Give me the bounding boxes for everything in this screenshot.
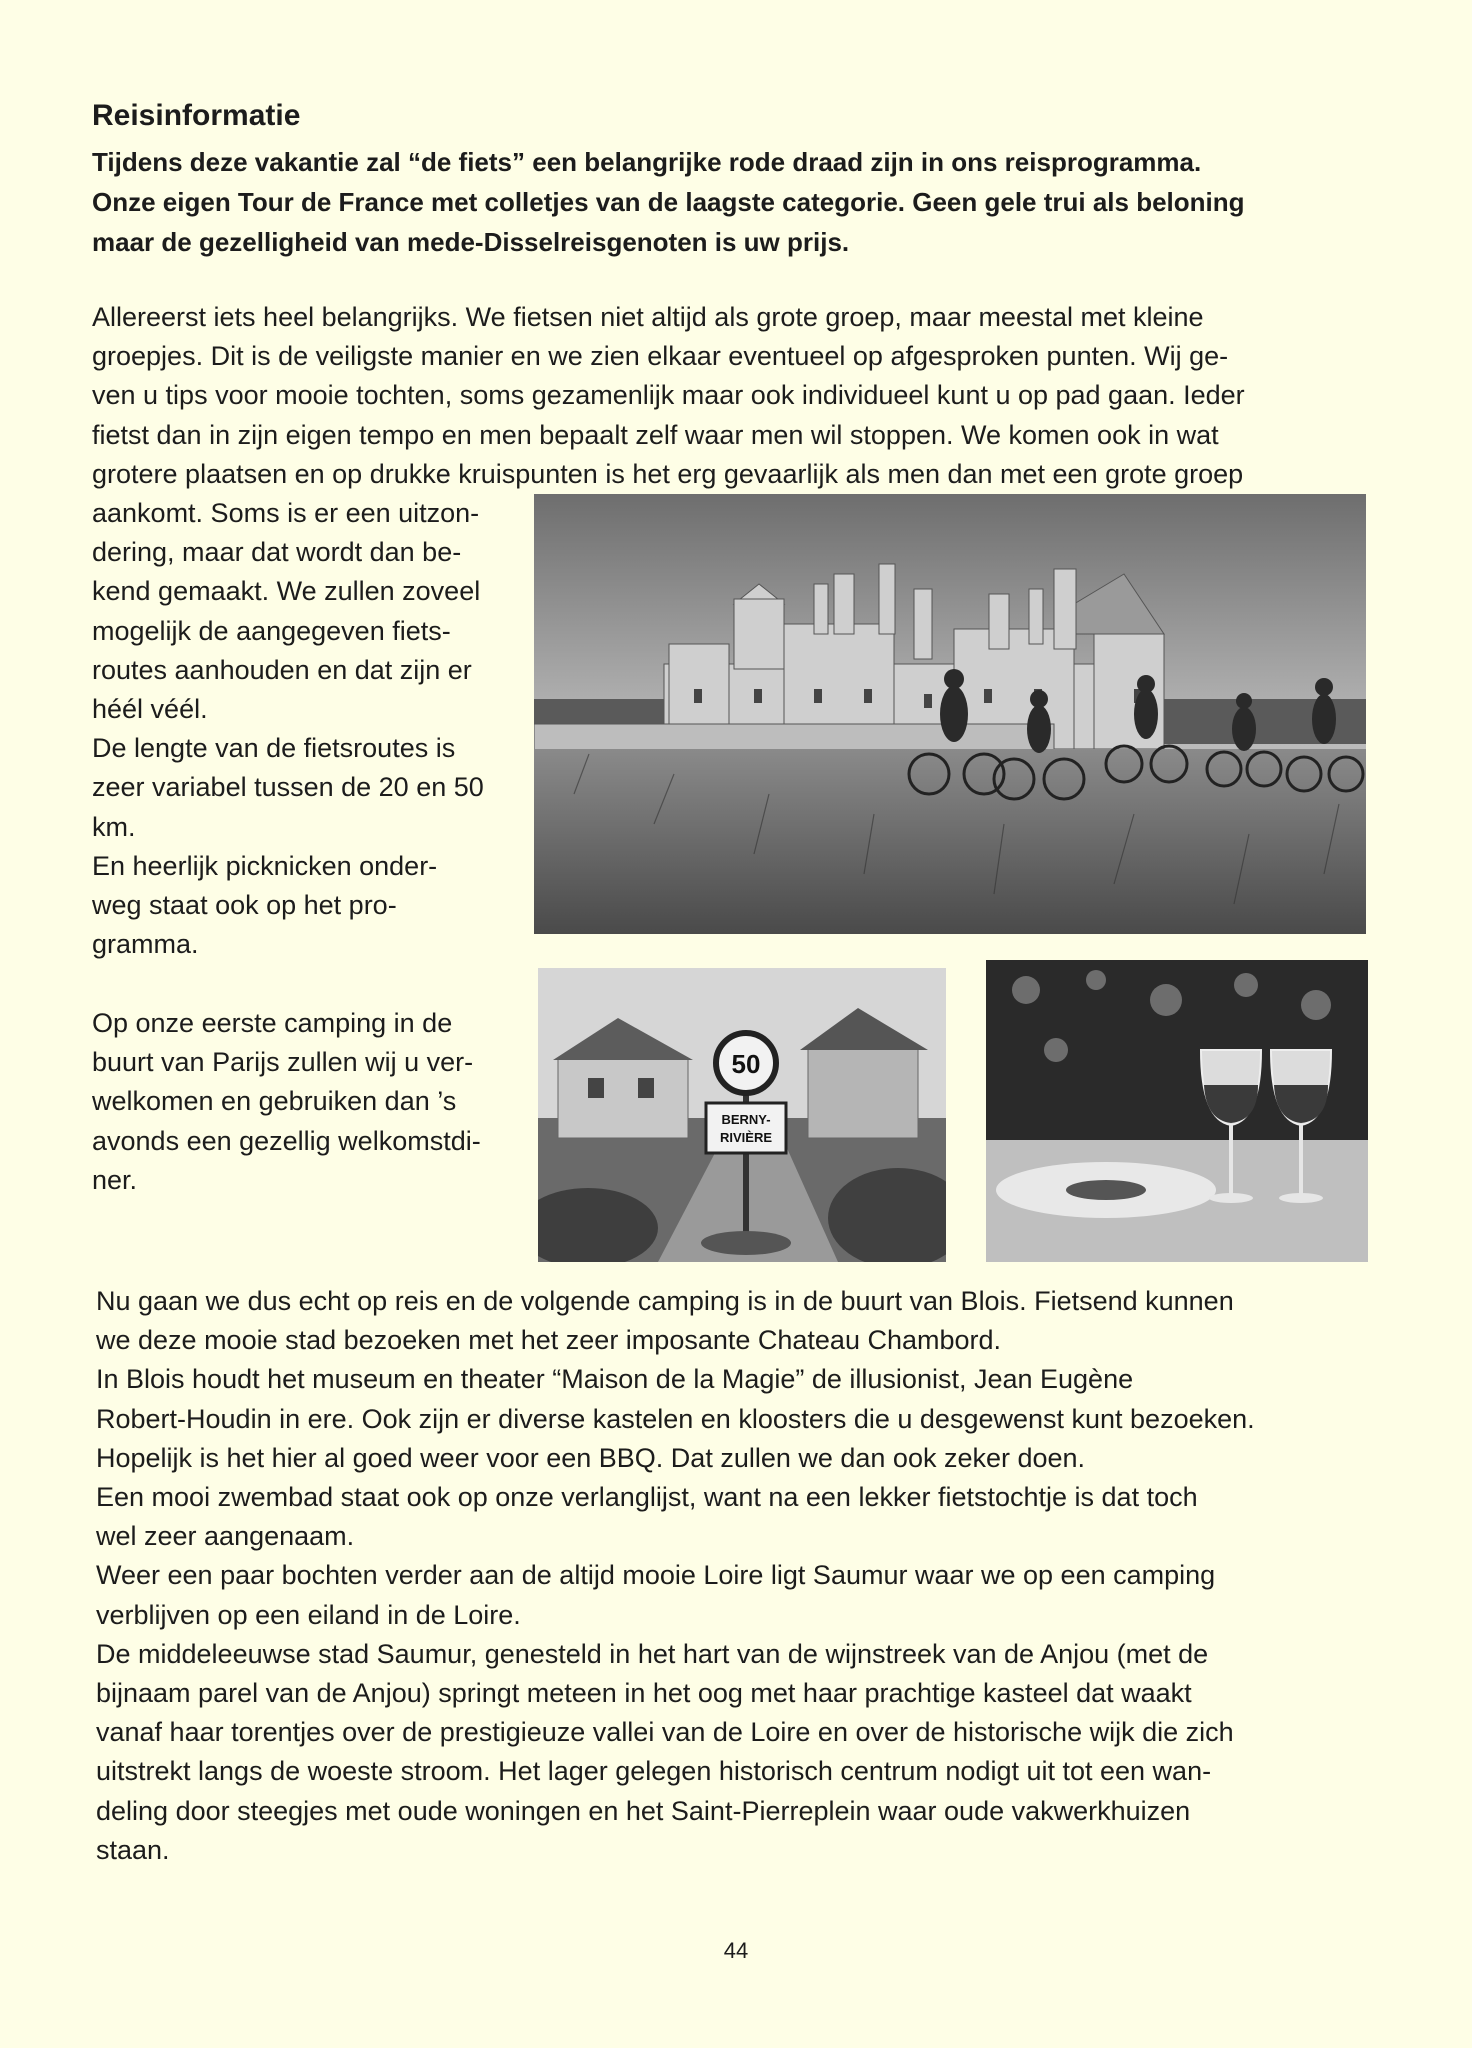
intro-paragraph <box>92 142 1392 262</box>
paragraph-first-camping <box>92 1004 532 1200</box>
paragraph-blois-saumur <box>96 1282 1396 1870</box>
photo-wine-dinner <box>986 960 1368 1262</box>
paragraph-cycling-full-width <box>92 298 1392 494</box>
text-line: weg staat ook op het pro- <box>92 890 397 921</box>
text-line: zeer variabel tussen de 20 en 50 <box>92 772 484 803</box>
intro-line: Tijdens deze vakantie zal “de fiets” een belangrijke rode draad zijn in ons reisprogramma. <box>92 147 1202 177</box>
text-line: De lengte van de fietsroutes is <box>92 733 456 764</box>
text-line: Nu gaan we dus echt op reis en de volgende camping is in de buurt van Blois. Fietsend kunnen <box>96 1286 1234 1316</box>
text-line: Op onze eerste camping in de <box>92 1008 453 1038</box>
intro-line: Onze eigen Tour de France met colletjes van de laagste categorie. Geen gele trui als beloning <box>92 187 1245 217</box>
text-line: routes aanhouden en dat zijn er <box>92 654 472 685</box>
text-line: bijnaam parel van de Anjou) springt meteen in het oog met haar prachtige kasteel dat waakt <box>96 1678 1192 1709</box>
text-line: staan. <box>96 1834 170 1865</box>
text-line: Allereerst iets heel belangrijks. We fietsen niet altijd als grote groep, maar meestal met kleine <box>92 302 1204 332</box>
text-line: Weer een paar bochten verder aan de altijd mooie Loire ligt Saumur waar we op een camping <box>96 1560 1216 1591</box>
text-line: uitstrekt langs de woeste stroom. Het lager gelegen historisch centrum nodigt uit tot een wan- <box>96 1756 1212 1787</box>
photo-village-sign <box>538 968 946 1262</box>
intro-line: maar de gezelligheid van mede-Disselreisgenoten is uw prijs. <box>92 227 850 257</box>
sign-town-line2: RIVIÈRE <box>719 1130 773 1145</box>
text-line: aankomt. Soms is er een uitzon- <box>92 498 480 528</box>
text-line: kend gemaakt. We zullen zoveel <box>92 576 481 607</box>
text-line: ven u tips voor mooie tochten, soms gezamenlijk maar ook individueel kunt u op pad gaan. Ieder <box>92 380 1245 411</box>
text-line: ner. <box>92 1164 138 1195</box>
text-line: héél véél. <box>92 694 208 725</box>
text-line: Hopelijk is het hier al goed weer voor een BBQ. Dat zullen we dan ook zeker doen. <box>96 1442 1086 1473</box>
text-line: En heerlijk picknicken onder- <box>92 850 438 881</box>
text-line: De middeleeuwse stad Saumur, genesteld in het hart van de wijnstreek van de Anjou (met de <box>96 1638 1209 1669</box>
text-line: we deze mooie stad bezoeken met het zeer imposante Chateau Chambord. <box>96 1325 1002 1356</box>
text-line: mogelijk de aangegeven fiets- <box>92 615 451 646</box>
text-line: groepjes. Dit is de veiligste manier en we zien elkaar eventueel op afgesproken punten. Wij ge- <box>92 341 1229 372</box>
text-line: In Blois houdt het museum en theater “Maison de la Magie” de illusionist, Jean Eugène <box>96 1364 1134 1395</box>
text-line: deling door steegjes met oude woningen en het Saint-Pierreplein waar oude vakwerkhuizen <box>96 1795 1191 1826</box>
text-line: avonds een gezellig welkomstdi- <box>92 1125 481 1156</box>
sign-speed-limit: 50 <box>731 1049 761 1079</box>
text-line: welkomen en gebruiken dan ’s <box>92 1086 457 1117</box>
text-line: buurt van Parijs zullen wij u ver- <box>92 1047 474 1078</box>
page-number: 44 <box>723 1938 749 1963</box>
text-line: vanaf haar torentjes over de prestigieuze vallei van de Loire en over de historische wijk die zich <box>96 1717 1234 1748</box>
text-line: fietst dan in zijn eigen tempo en men bepaalt zelf waar men wil stoppen. We komen ook in wat <box>92 419 1219 450</box>
text-line: verblijven op een eiland in de Loire. <box>96 1599 521 1630</box>
text-line: wel zeer aangenaam. <box>96 1521 355 1552</box>
page-title: Reisinformatie <box>92 99 301 132</box>
text-line: dering, maar dat wordt dan be- <box>92 537 462 568</box>
text-line: Robert-Houdin in ere. Ook zijn er diverse kastelen en kloosters die u desgewenst kunt bezoeken. <box>96 1403 1255 1434</box>
sign-town-line1: BERNY- <box>721 1112 771 1127</box>
text-line: grotere plaatsen en op drukke kruispunten is het erg gevaarlijk als men dan met een grote groep <box>92 458 1244 489</box>
text-line: gramma. <box>92 929 199 960</box>
photo-castle-cyclists <box>534 494 1366 934</box>
text-line: km. <box>92 811 136 842</box>
paragraph-cycling-column <box>92 494 532 964</box>
text-line: Een mooi zwembad staat ook op onze verlanglijst, want na een lekker fietstochtje is dat toch <box>96 1482 1198 1513</box>
